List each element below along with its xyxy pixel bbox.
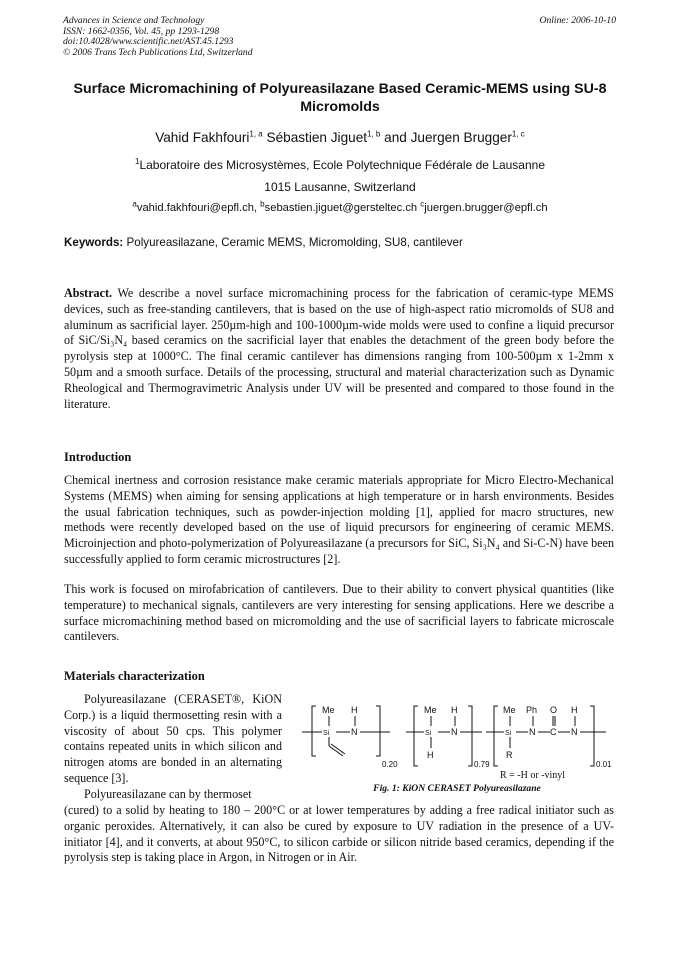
unit1-n: N [351, 727, 358, 737]
unit2-subscript: 0.79 [474, 760, 490, 769]
email-sup: c [420, 199, 425, 209]
affiliation-line2: 1015 Lausanne, Switzerland [264, 180, 416, 194]
chemical-structure-figure [298, 702, 618, 782]
materials-paragraph-1: Polyureasilazane (CERASET®, KiON Corp.) is a liquid thermosetting resin with a viscosity of about 50 cps. This polymer contains repeated units in which silicon and nitrogen atoms are bonded in an alternating sequence [3]. [64, 692, 282, 785]
email-address[interactable]: juergen.brugger@epfl.ch [424, 202, 548, 214]
unit3-me: Me [503, 705, 516, 715]
email-address[interactable]: vahid.fakhfouri@epfl.ch [136, 202, 254, 214]
email-sup: b [260, 199, 265, 209]
abstract-text: We describe a novel surface micromachining process for the fabrication of ceramic-type MEMS devices, such as free-standing cantilevers, that is based on the use of high-aspect ratio micromolds of SU8 and aluminum as sacrificial layer. 250µm-high and 100-1000µm-wide molds were used to confine a liquid precursor of SiC/Si₃N₄ based ceramics on the sacrificial layer that enables the detachment of the green body before the pyrolysis step at 1000°C. The final ceramic cantilever has dimensions ranging from 100-500µm x 1-2mm x 50µm and a smooth surface. Details of the processing, structural and material characterization such as Dynamic Rheological and Thermogravimetric Analysis under UV will be presented and compared to those found in the literature. [64, 286, 615, 411]
abstract [64, 286, 614, 412]
unit2-h-top: H [451, 705, 458, 715]
email-sup: a [132, 199, 137, 209]
materials-paragraph-2-rest: (cured) to a solid by heating to 180 – 200°C or at lower temperatures by adding a free radical initiator such as organic peroxides. Alternatively, it can also be cured by exposure to UV radiation in the presence of a UV-initiator [4], and it converts, at about 950°C, to silicon carbide or silicon nitride based ceramics, depending if the pyrolysis step is taking place in Argon, in Nitrogen or in Air. [64, 803, 614, 865]
unit3-c: C [550, 727, 557, 737]
unit1-me: Me [322, 705, 335, 715]
materials-column [64, 692, 282, 803]
unit3-o: O [550, 705, 558, 715]
unit1-subscript: 0.20 [382, 760, 398, 769]
unit1-si: Si [323, 730, 330, 737]
issn-line: ISSN: 1662-0356, Vol. 45, pp 1293-1298 [63, 25, 220, 37]
doi-line: doi:10.4028/www.scientific.net/AST.45.1293 [63, 36, 234, 48]
introduction-paragraph-2: This work is focused on mirofabrication of cantilevers. Due to their ability to convert physical quantities (like temperature) to mechanical signals, cantilevers are very interesting for sensing applications. Here we describe a surface micromachining method based on micromolding and the use of sacrificial layers to fabricate microscale cantilevers. [64, 582, 614, 644]
author-sup: 1, b [367, 129, 381, 139]
author-name: Juergen Brugger [410, 130, 512, 145]
author-line [40, 130, 640, 145]
keywords-text: Polyureasilazane, Ceramic MEMS, Micromolding, SU8, cantilever [126, 236, 463, 249]
unit3-subscript: 0.01 [596, 760, 612, 769]
unit1-h: H [351, 705, 358, 715]
unit3-h: H [571, 705, 578, 715]
unit2-si: Si [425, 730, 432, 737]
keywords [64, 236, 463, 249]
affiliation-line1 [40, 158, 640, 172]
unit3-n2: N [571, 727, 578, 737]
unit3-n1: N [529, 727, 536, 737]
author-name: Sébastien Jiguet [266, 130, 368, 145]
r-note: R = -H or -vinyl [500, 770, 566, 781]
unit2-h-bottom: H [427, 750, 434, 760]
journal-header [63, 16, 253, 58]
unit3-si: Si [505, 730, 512, 737]
online-date: Online: 2006-10-10 [539, 15, 616, 26]
journal-name: Advances in Science and Technology [63, 15, 205, 26]
materials-heading: Materials characterization [64, 669, 205, 683]
unit3-r: R [506, 750, 513, 760]
keywords-label: Keywords: [64, 236, 124, 249]
affiliation-text: Laboratoire des Microsystèmes, Ecole Polytechnique Fédérale de Lausanne [139, 158, 546, 172]
unit2-n: N [451, 727, 458, 737]
author-sup: 1, c [511, 129, 525, 139]
paper-title: Surface Micromachining of Polyureasilazane Based Ceramic-MEMS using SU-8 Micromolds [73, 81, 607, 115]
affiliation-sup: 1 [134, 157, 140, 166]
author-sup: 1, a [249, 129, 263, 139]
unit2-me: Me [424, 705, 437, 715]
author-joiner: and [384, 130, 407, 145]
unit3-ph: Ph [526, 705, 538, 715]
email-address[interactable]: sebastien.jiguet@gersteltec.ch [264, 202, 418, 214]
materials-paragraph-2-start: Polyureasilazane can by thermoset [84, 786, 252, 801]
introduction-paragraph-1: Chemical inertness and corrosion resistance make ceramic materials appropriate for Micro Electro-Mechanical Systems (MEMS) when aiming for sensing applications at high temperature or in harsh environments. Besides the usual fabrication techniques, such as powder-injection molding [1], applied for macro structures, new methods were recently developed based on the use of liquid precursors for engineering of ceramic MEMS. Microinjection and photo-polymerization of Polyureasilazane (a precursors for SiC, Si₃N₄ and Si-C-N) have been successfully applied to form ceramic microstructures [2]. [64, 473, 614, 566]
introduction-heading: Introduction [64, 450, 132, 464]
author-name: Vahid Fakhfouri [155, 130, 250, 145]
email-line: $^a$vahid.fakhfouri@epfl.ch, $^b$sebastien.jiguet@gersteltec.ch $^c$juergen.brugger@epfl.ch [132, 199, 548, 214]
figure-caption: Fig. 1: KiON CERASET Polyureasilazane [373, 783, 541, 794]
copyright-line: © 2006 Trans Tech Publications Ltd, Switzerland [63, 46, 253, 58]
abstract-label: Abstract. [64, 286, 113, 300]
